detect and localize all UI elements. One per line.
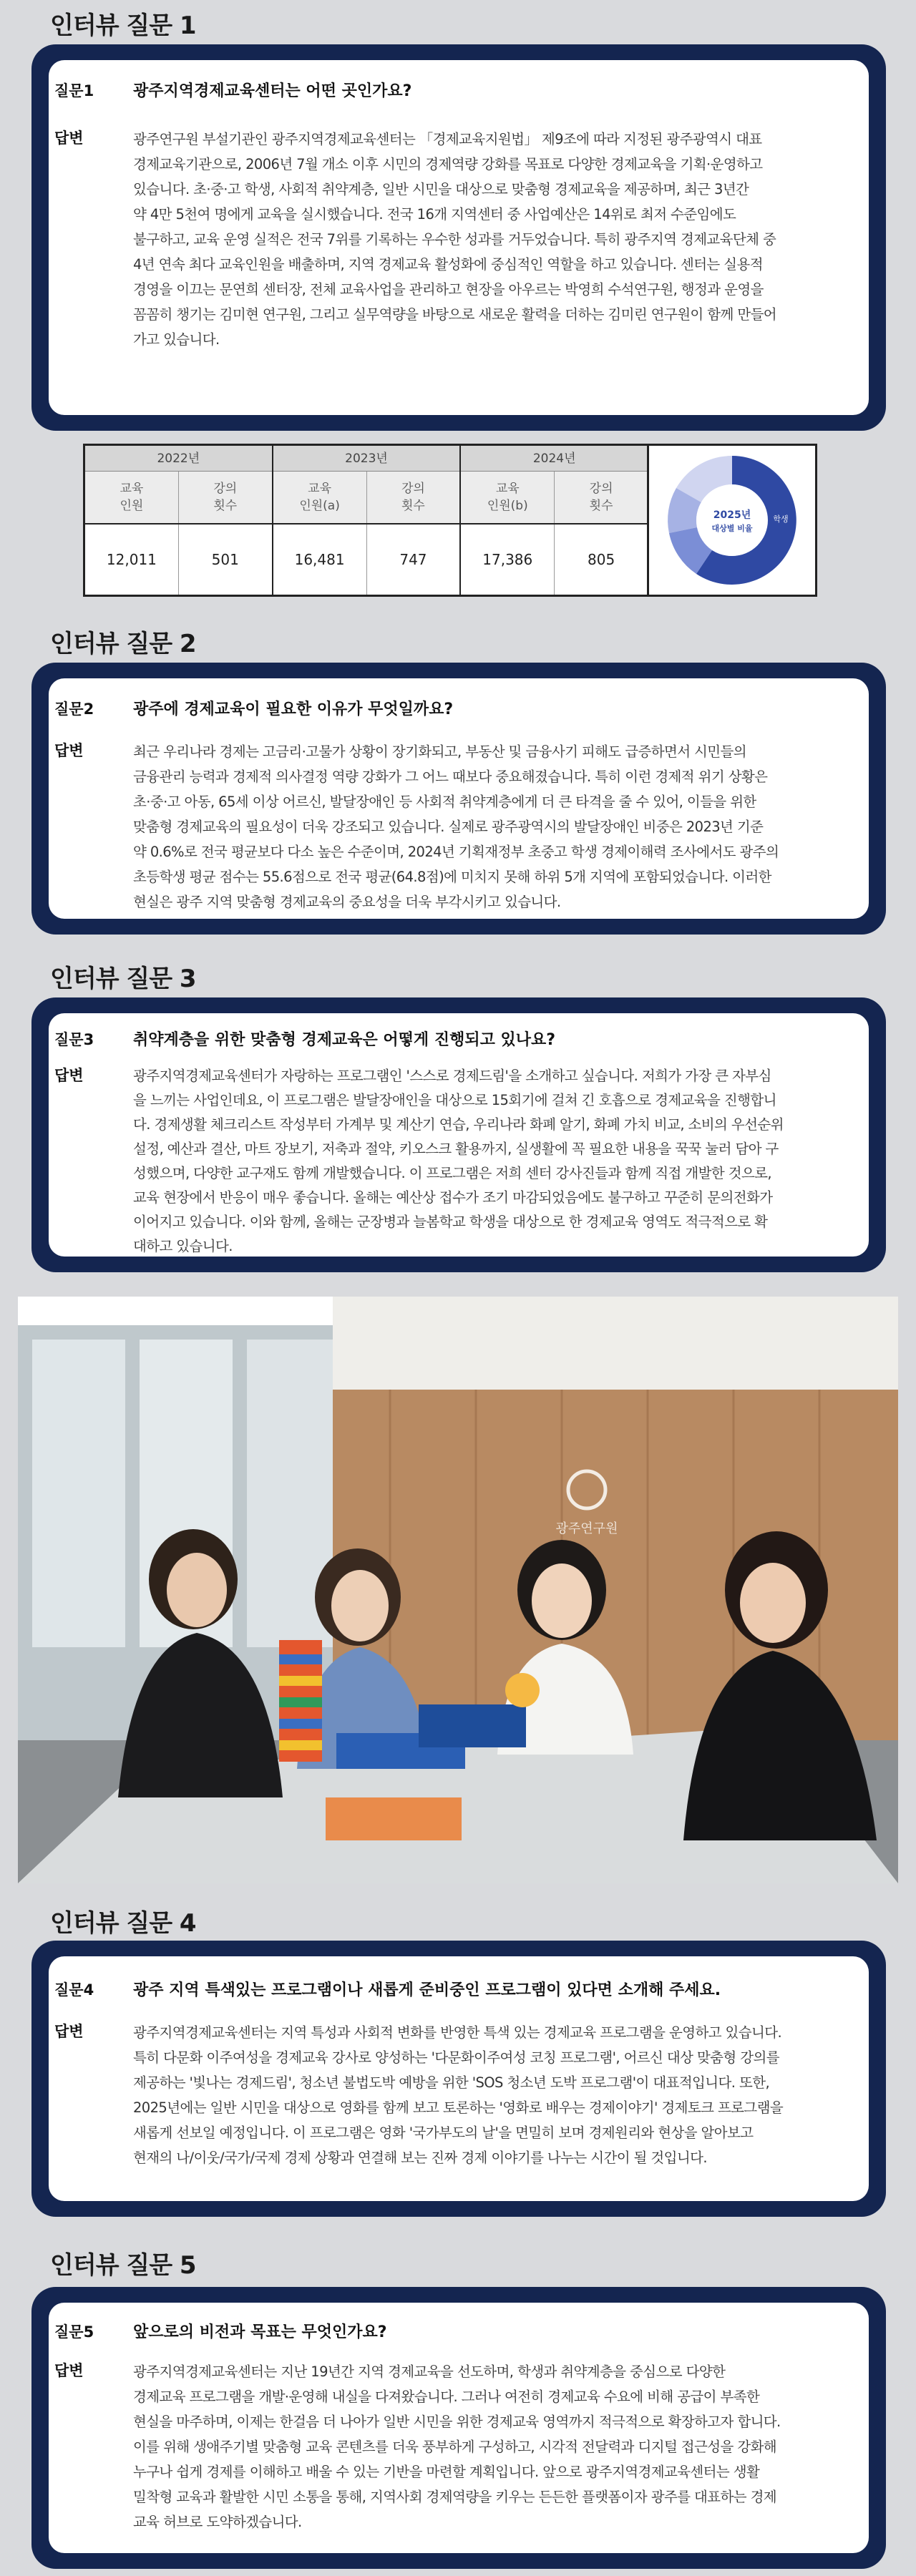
column-header-lectures: 강의 횟수 [213, 482, 238, 513]
team-photo [18, 1297, 898, 1883]
donut-chart [661, 449, 804, 592]
value-education: 12,011 [85, 525, 179, 595]
question-label: 질문1 [54, 82, 94, 99]
game-box-3 [326, 1797, 462, 1840]
interview-card-3 [31, 997, 886, 1272]
year-header: 2022년 [85, 446, 272, 472]
interview-card-4 [31, 1941, 886, 2217]
answer-label: 답변 [54, 130, 84, 147]
section-title-5: 인터뷰 질문 5 [50, 2251, 196, 2280]
question-text: 광주에 경제교육이 필요한 이유가 무엇일까요? [133, 701, 454, 718]
question-label: 질문5 [54, 2323, 94, 2341]
team-photo-illustration [18, 1297, 898, 1883]
column-header-lectures: 강의 횟수 [589, 482, 613, 513]
question-text: 앞으로의 비전과 목표는 무엇인가요? [133, 2323, 387, 2341]
question-text: 광주지역경제교육센터는 어떤 곳인가요? [133, 82, 412, 100]
answer-text: 최근 우리나라 경제는 고금리·고물가 상황이 장기화되고, 부동산 및 금융사기 피해도 급증하면서 시민들의 금융관리 능력과 경제적 의사결정 역량 강화가 그 어느 때보다 중요해졌습니다. 특히 이런 경제적 위기 상황은 초·중·고 아동, 65세 이상 어르신, 발달장애인 등 사회적 취약계층에게 더 큰 타격을 줄 수 있어, 이들을 위한 맞춤형 경제교육의 필요성이 더욱 강조되고 있습니다. 실제로 광주광역시의 발달장애인 비중은 2023년 기준 약 0.6%로 전국 평균보다 다소 높은 수준이며, 2024년 기획재정부 초중고 학생 경제이해력 조사에서도 광주의 초등학생 평균 점수는 55.6점으로 전국 평균(64.8점)에 미치지 못해 하위 5개 지역에 포함되었습니다. 이러한 현실은 광주 지역 맞춤형 경제교육의 중요성을 더욱 부각시키고 있습니다. [133, 743, 779, 910]
donut-center-label: 대상별 비율 [711, 524, 753, 533]
donut-chart-box [647, 444, 817, 597]
donut-center-year: 2025년 [713, 509, 751, 521]
answer-text: 광주지역경제교육센터는 지역 특성과 사회적 변화를 반영한 특색 있는 경제교육 프로그램을 운영하고 있습니다. 특히 다문화 이주여성을 경제교육 강사로 양성하는 '다문화이주여성 코칭 프로그램', 어르신 대상 맞춤형 강의를 제공하는 '빛나는 경제드림', 청소년 불법도박 예방을 위한 'SOS 청소년 도박 프로그램'이 대표적입니다. 또한, 2025년에는 일반 시민을 대상으로 영화를 함께 보고 토론하는 '영화로 배우는 경제이야기' 경제토크 프로그램을 새롭게 선보일 예정입니다. 이 프로그램은 영화 '국가부도의 날'을 면밀히 보며 경제원리와 현상을 알아보고 현재의 나/이웃/국가/국제 경제 상황과 연결해 보는 진짜 경제 이야기를 나누는 시간이 될 것입니다. [133, 2024, 784, 2166]
column-header-lectures: 강의 횟수 [401, 482, 425, 513]
question-label: 질문4 [54, 1981, 94, 1999]
answer-label: 답변 [54, 2362, 84, 2379]
interview-card-2 [31, 663, 886, 935]
answer-label: 답변 [54, 1067, 84, 1084]
column-header-education: 교육 인원(b) [461, 472, 555, 523]
interview-card-5 [31, 2287, 886, 2569]
answer-text: 광주연구원 부설기관인 광주지역경제교육센터는 「경제교육지원법」 제9조에 따라 지정된 광주광역시 대표 경제교육기관으로, 2006년 7월 개소 이후 시민의 경제역량 강화를 목표로 다양한 경제교육을 기획·운영하고 있습니다. 초·중·고 학생, 사회적 취약계층, 일반 시민을 대상으로 맞춤형 경제교육을 제공하며, 최근 3년간 약 4만 5천여 명에게 교육을 실시했습니다. 전국 16개 지역센터 중 사업예산은 14위로 최저 수준임에도 불구하고, 교육 운영 실적은 전국 7위를 기록하는 우수한 성과를 거두었습니다. 특히 광주지역 경제교육단체 중 4년 연속 최다 교육인원을 배출하며, 지역 경제교육 활성화에 중심적인 역할을 하고 있습니다. 센터는 실용적 경영을 이끄는 문연희 센터장, 전체 교육사업을 관리하고 현장을 아우르는 박영희 수석연구원, 행정과 운영을 꼼꼼히 챙기는 김미현 연구원, 그리고 실무역량을 바탕으로 새로운 활력을 더하는 김미린 연구원이 함께 만들어 가고 있습니다. [133, 131, 777, 348]
question-label: 질문3 [54, 1031, 94, 1048]
column-header-education: 교육 인원 [85, 472, 179, 523]
section-title-1: 인터뷰 질문 1 [50, 11, 196, 40]
answer-text: 광주지역경제교육센터가 자랑하는 프로그램인 '스스로 경제드림'을 소개하고 싶습니다. 저희가 가장 큰 자부심 을 느끼는 사업인데요, 이 프로그램은 발달장애인을 대상으로 15회기에 걸쳐 긴 호흡으로 경제교육을 진행합니 다. 경제생활 체크리스트 작성부터 가계부 및 계산기 연습, 우리나라 화폐 알기, 화폐 가치 비교, 소비의 우선순위 설정, 예산과 결산, 마트 장보기, 저축과 절약, 키오스크 활용까지, 실생활에 꼭 필요한 내용을 꾹꾹 눌러 담아 구 성했으며, 다양한 교구재도 함께 개발했습니다. 이 프로그램은 저희 센터 강사진들과 함께 직접 개발한 것으로, 교육 현장에서 반응이 매우 좋습니다. 올해는 예산상 접수가 조기 마감되었음에도 불구하고 꾸준히 문의전화가 이어지고 있습니다. 이와 함께, 올해는 군장병과 늘봄학교 학생을 대상으로 한 경제교육 영역도 적극적으로 확 대하고 있습니다. [133, 1068, 784, 1254]
question-label: 질문2 [54, 701, 94, 718]
section-title-4: 인터뷰 질문 4 [50, 1909, 196, 1938]
answer-label: 답변 [54, 742, 84, 759]
education-stats-table [83, 444, 650, 597]
section-title-2: 인터뷰 질문 2 [50, 630, 196, 658]
interview-card-1 [31, 44, 886, 431]
year-block-2022 [85, 446, 273, 595]
year-block-2023 [273, 446, 462, 595]
game-box-2 [419, 1704, 526, 1747]
answer-text: 광주지역경제교육센터는 지난 19년간 지역 경제교육을 선도하며, 학생과 취약계층을 중심으로 다양한 경제교육 프로그램을 개발·운영해 내실을 다져왔습니다. 그러나 여전히 경제교육 수요에 비해 공급이 부족한 현실을 마주하며, 이제는 한걸음 더 나아가 일반 시민을 위한 경제교육 영역까지 적극적으로 확장하고자 합니다. 이를 위해 생애주기별 맞춤형 교육 콘텐츠를 더욱 풍부하게 구성하고, 시각적 전달력과 디지털 접근성을 강화해 누구나 쉽게 경제를 이해하고 배울 수 있는 기반을 마련할 계획입니다. 앞으로 광주지역경제교육센터는 생활 밀착형 교육과 활발한 시민 소통을 통해, 지역사회 경제역량을 키우는 든든한 플랫폼이자 광주를 대표하는 경제 교육 허브로 도약하겠습니다. [133, 2363, 781, 2530]
section-title-3: 인터뷰 질문 3 [50, 965, 196, 993]
column-header-education: 교육 인원(a) [273, 472, 367, 523]
year-header: 2023년 [273, 446, 460, 472]
year-header: 2024년 [461, 446, 648, 472]
answer-label: 답변 [54, 2023, 84, 2040]
year-block-2024 [461, 446, 648, 595]
value-lectures: 501 [211, 551, 239, 568]
value-education: 16,481 [273, 525, 367, 595]
value-lectures: 805 [588, 551, 615, 568]
donut-side-label: 학생 [773, 514, 789, 524]
institute-logo-text: 광주연구원 [555, 1521, 618, 1536]
color-wheel [505, 1673, 540, 1707]
question-text: 광주 지역 특색있는 프로그램이나 새롭게 준비중인 프로그램이 있다면 소개해 주세요. [133, 1981, 721, 1999]
block-tower [279, 1640, 322, 1762]
value-lectures: 747 [399, 551, 427, 568]
question-text: 취약계층을 위한 맞춤형 경제교육은 어떻게 진행되고 있나요? [133, 1031, 556, 1049]
value-education: 17,386 [461, 525, 555, 595]
